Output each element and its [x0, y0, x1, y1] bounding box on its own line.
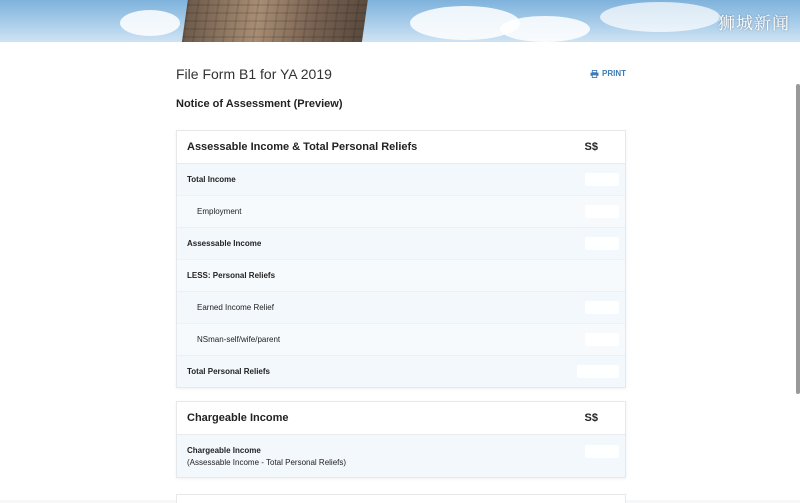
print-label: PRINT	[602, 69, 626, 78]
amount-value	[585, 445, 619, 458]
chargeable-income-card	[176, 401, 626, 478]
card-header	[177, 131, 625, 164]
card-header	[177, 402, 625, 435]
table-row	[177, 260, 625, 292]
amount-value	[585, 301, 619, 314]
cloud-decoration	[120, 10, 180, 36]
amount-value	[585, 237, 619, 250]
cloud-decoration	[500, 16, 590, 42]
assessable-income-card	[176, 130, 626, 388]
row-label: Total Income	[187, 175, 236, 184]
row-label: Earned Income Relief	[197, 303, 274, 312]
table-row	[177, 164, 625, 196]
amount-value	[577, 365, 619, 378]
next-card-edge	[176, 494, 626, 503]
row-label: NSman-self/wife/parent	[197, 335, 281, 344]
header-banner	[0, 0, 800, 42]
scrollbar[interactable]	[796, 84, 800, 394]
row-label-sub: (Assessable Income - Total Personal Reliefs)	[187, 458, 347, 467]
watermark-logo: 狮城新闻	[718, 14, 790, 34]
table-row	[177, 356, 625, 387]
table-row	[177, 196, 625, 228]
printer-icon	[590, 70, 599, 78]
row-label-main: Chargeable Income	[187, 446, 261, 455]
row-label: Total Personal Reliefs	[187, 367, 270, 376]
amount-value	[585, 333, 619, 346]
table-row	[177, 324, 625, 356]
row-label	[187, 445, 346, 469]
cloud-decoration	[600, 2, 720, 32]
currency-label: S$	[584, 141, 598, 153]
table-row	[177, 435, 625, 477]
print-button[interactable]	[590, 69, 626, 78]
table-row	[177, 292, 625, 324]
building-photo	[181, 0, 368, 42]
card-title: Chargeable Income	[187, 412, 289, 424]
card-title: Assessable Income & Total Personal Reliefs	[187, 141, 418, 153]
page-title: File Form B1 for YA 2019	[176, 66, 332, 82]
row-label: Employment	[197, 207, 242, 216]
amount-value	[585, 173, 619, 186]
row-label: Assessable Income	[187, 239, 262, 248]
currency-label: S$	[584, 412, 598, 424]
table-row	[177, 228, 625, 260]
amount-value	[585, 205, 619, 218]
row-label: LESS: Personal Reliefs	[187, 271, 276, 280]
notice-title: Notice of Assessment (Preview)	[176, 98, 343, 110]
